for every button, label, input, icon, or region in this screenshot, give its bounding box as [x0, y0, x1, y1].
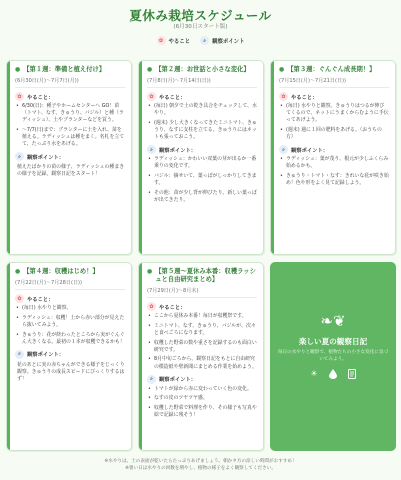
footer-note-2: ※暑い日は水やりの回数を増やし、植物の様子をよく観察してください。	[125, 466, 276, 472]
card-date: (7月8日(月)〜7月14日(日))	[147, 77, 257, 88]
list-item: • (毎日) 水やりと観察。	[15, 305, 125, 312]
observation-list	[147, 386, 257, 419]
todo-heading-label: やること：	[291, 94, 318, 101]
week-card-3	[270, 60, 396, 255]
card-accent-bar	[139, 263, 142, 450]
card-title-text: 【第２週：お世話と小さな変化】	[155, 66, 250, 73]
diary-icons	[270, 368, 396, 379]
list-item: • ラディッシュ：収穫！土から赤い部分が見えたら抜いてみよう。	[15, 315, 125, 329]
legend-obs-label: 観察ポイント	[212, 38, 245, 45]
list-item: • トマトが緑から赤に変わっていく色の変化。	[147, 386, 257, 393]
magnifier-icon: ⌕	[200, 36, 209, 45]
todo-list	[15, 103, 125, 148]
observation-heading	[147, 145, 257, 154]
magnifier-icon: ⌕	[147, 375, 156, 384]
card-accent-bar	[271, 61, 274, 254]
list-item: • (毎日) 朝夕で土の乾き具合をチェックして、水やり。	[147, 103, 257, 117]
card-title-text: 【第３週：ぐんぐん成長期！】	[287, 66, 376, 73]
week-card-4	[6, 262, 132, 451]
list-item: • バジル：摘せいて、葉っぱがしっかりしてきます。	[147, 173, 257, 187]
card-title	[147, 66, 257, 74]
legend	[0, 36, 401, 45]
magnifier-icon: ⌕	[147, 145, 156, 154]
list-item: • きゅうり・トマト・なす：きれいな花が咲き始め！色や形をよく見て記録しよう。	[279, 173, 389, 187]
list-item: • (週末) 少し大きくなってきたミニトマト、きゅうり、なすに支柱を立てる。きゅうりにはネットも張っておこう。	[147, 120, 257, 141]
magnifier-icon: ⌕	[279, 145, 288, 154]
diary-description: 毎日の水やりと観察で、植物たちの小さな変化に気づいてみよう。	[277, 350, 389, 362]
observation-heading	[15, 350, 125, 359]
leaves-icon: ❧❦	[320, 312, 346, 330]
legend-todo	[157, 36, 191, 45]
sprout-icon: ✿	[15, 92, 24, 101]
list-item: • 6/30(日)：種子やホームセンターへ GO！苗（トマト、なす、きゅうり、バジル）と種（ラディッシュ）、土やプランターなどを買う。	[15, 103, 125, 124]
legend-todo-label: やること	[168, 38, 191, 45]
card-date: (7月15日(月)〜7月21日(日))	[279, 77, 389, 88]
sprout-icon: ✿	[157, 36, 166, 45]
todo-heading	[15, 92, 125, 101]
list-item: • ミニトマト、なす、きゅうり、バジルが、次々と食べごろになります。	[147, 323, 257, 337]
list-item: • 8月中旬ごろから、観察日記をもとに自由研究の模造紙や壁新聞にまとめる作業を始めよう。	[147, 356, 257, 370]
card-title	[15, 66, 125, 74]
legend-observation	[200, 36, 244, 45]
todo-heading	[147, 302, 257, 311]
card-date: (6月30日(月)〜7月7日(月))	[15, 77, 125, 88]
week-card-1	[6, 60, 132, 255]
observation-text: 植えたばかりの苗の様子、ラディッシュの種まきの様子を記録。観察日記をスタート！	[17, 164, 125, 178]
todo-heading-label: やること：	[159, 94, 186, 101]
todo-list	[147, 103, 257, 141]
sprout-icon: ✿	[147, 92, 156, 101]
observation-heading-label: 観察ポイント：	[159, 147, 197, 154]
list-item: • ラディッシュ：かわいい双葉の芽が出るか一番乗りの変化です。	[147, 156, 257, 170]
observation-heading	[279, 145, 389, 154]
list-item: • (週末) 週に１回の肥料をあげる。（おうちの方）	[279, 127, 389, 141]
list-item: • 収穫した野菜の数や重さを記録するのも面白い研究です。	[147, 340, 257, 354]
water-drop-icon	[328, 368, 339, 379]
todo-heading-label: やること：	[27, 94, 54, 101]
page-title: 夏休み栽培スケジュール	[129, 8, 272, 23]
todo-heading-label: やること：	[27, 296, 54, 303]
todo-heading	[279, 92, 389, 101]
card-title	[147, 268, 257, 284]
sprout-icon: ✿	[279, 92, 288, 101]
list-item: • なすの皮のツヤツヤ感。	[147, 395, 257, 402]
magnifier-icon: ⌕	[15, 152, 24, 161]
observation-text: 花のあとに実の赤ちゃんができる様子をじっくり観察。きゅうりの成長スピードにびっくりするはず！	[17, 361, 125, 382]
week-card-5	[138, 262, 264, 451]
observation-heading-label: 観察ポイント：	[291, 147, 329, 154]
observation-list	[147, 156, 257, 204]
todo-heading	[15, 294, 125, 303]
week-card-2	[138, 60, 264, 255]
observation-heading-label: 観察ポイント：	[159, 377, 197, 384]
page-subtitle: (6月30日スタート版)	[173, 24, 228, 30]
observation-heading-label: 観察ポイント：	[27, 154, 65, 161]
bullet-dot-icon: ●	[279, 66, 285, 73]
observation-heading	[147, 375, 257, 384]
card-title	[279, 66, 389, 74]
observation-heading-label: 観察ポイント：	[27, 352, 65, 359]
list-item: • 〜7/7(日)まで：プランターに土を入れ、苗を植える。ラディッシュは種をまく。名札を立てて、たっぷり水をあげる。	[15, 127, 125, 148]
card-accent-bar	[139, 61, 142, 254]
observation-list	[279, 156, 389, 187]
list-item: • 収穫した野菜で料理を作り、その様子も写真や絵で記録に残そう！	[147, 405, 257, 419]
magnifier-icon: ⌕	[15, 350, 24, 359]
list-item: • きゅうり：花が終わったところから実がぐんぐん大きくなる。最初の１本が収穫できるかも！	[15, 332, 125, 346]
card-title-text: 【第１週：準備と植え付け】	[23, 66, 106, 73]
list-item: • ここから夏休み本番！毎日が収穫祭です。	[147, 313, 257, 320]
bullet-dot-icon: ●	[15, 66, 21, 73]
card-date: (7月22日(月)〜7月28日(日))	[15, 279, 125, 290]
todo-heading	[147, 92, 257, 101]
card-title-text: 【第４週：収穫はじめ！】	[23, 268, 99, 275]
bullet-dot-icon: ●	[147, 66, 153, 73]
card-date: (7月29日(月)〜8月末)	[147, 287, 257, 298]
todo-heading-label: やること：	[159, 304, 186, 311]
bullet-dot-icon: ●	[147, 268, 153, 275]
card-title-text: 【第５週〜夏休み本番：収穫ラッシュと自由研究まとめ】	[155, 268, 256, 284]
observation-heading	[15, 152, 125, 161]
notebook-icon	[347, 368, 358, 379]
card-accent-bar	[7, 61, 10, 254]
diary-title: 楽しい夏の観察日記	[298, 337, 368, 346]
sprout-icon: ✿	[15, 294, 24, 303]
sun-icon: ☀	[310, 369, 318, 378]
observation-diary-panel	[270, 262, 396, 451]
list-item: • ラディッシュ：葉が茂り、根元が少しふくらみ始めるかも。	[279, 156, 389, 170]
list-item: • (毎日) 水やりと観察。きゅうりはつるが伸びてくるので、ネットにうまくからむように手伝ってあげよう。	[279, 103, 389, 124]
todo-list	[279, 103, 389, 141]
list-item: • その他：苗が少し背が伸びたり、新しい葉っぱが出てきたり。	[147, 190, 257, 204]
sprout-icon: ✿	[147, 302, 156, 311]
bullet-dot-icon: ●	[15, 268, 21, 275]
footer-notes	[0, 458, 401, 473]
todo-list	[147, 313, 257, 370]
footer-note-1: ※水やりは、土の表面が乾いたらたっぷりあげましょう。朝かタ方の涼しい時間がおすすめ！	[104, 459, 297, 464]
todo-list	[15, 305, 125, 346]
card-accent-bar	[7, 263, 10, 450]
card-title	[15, 268, 125, 276]
